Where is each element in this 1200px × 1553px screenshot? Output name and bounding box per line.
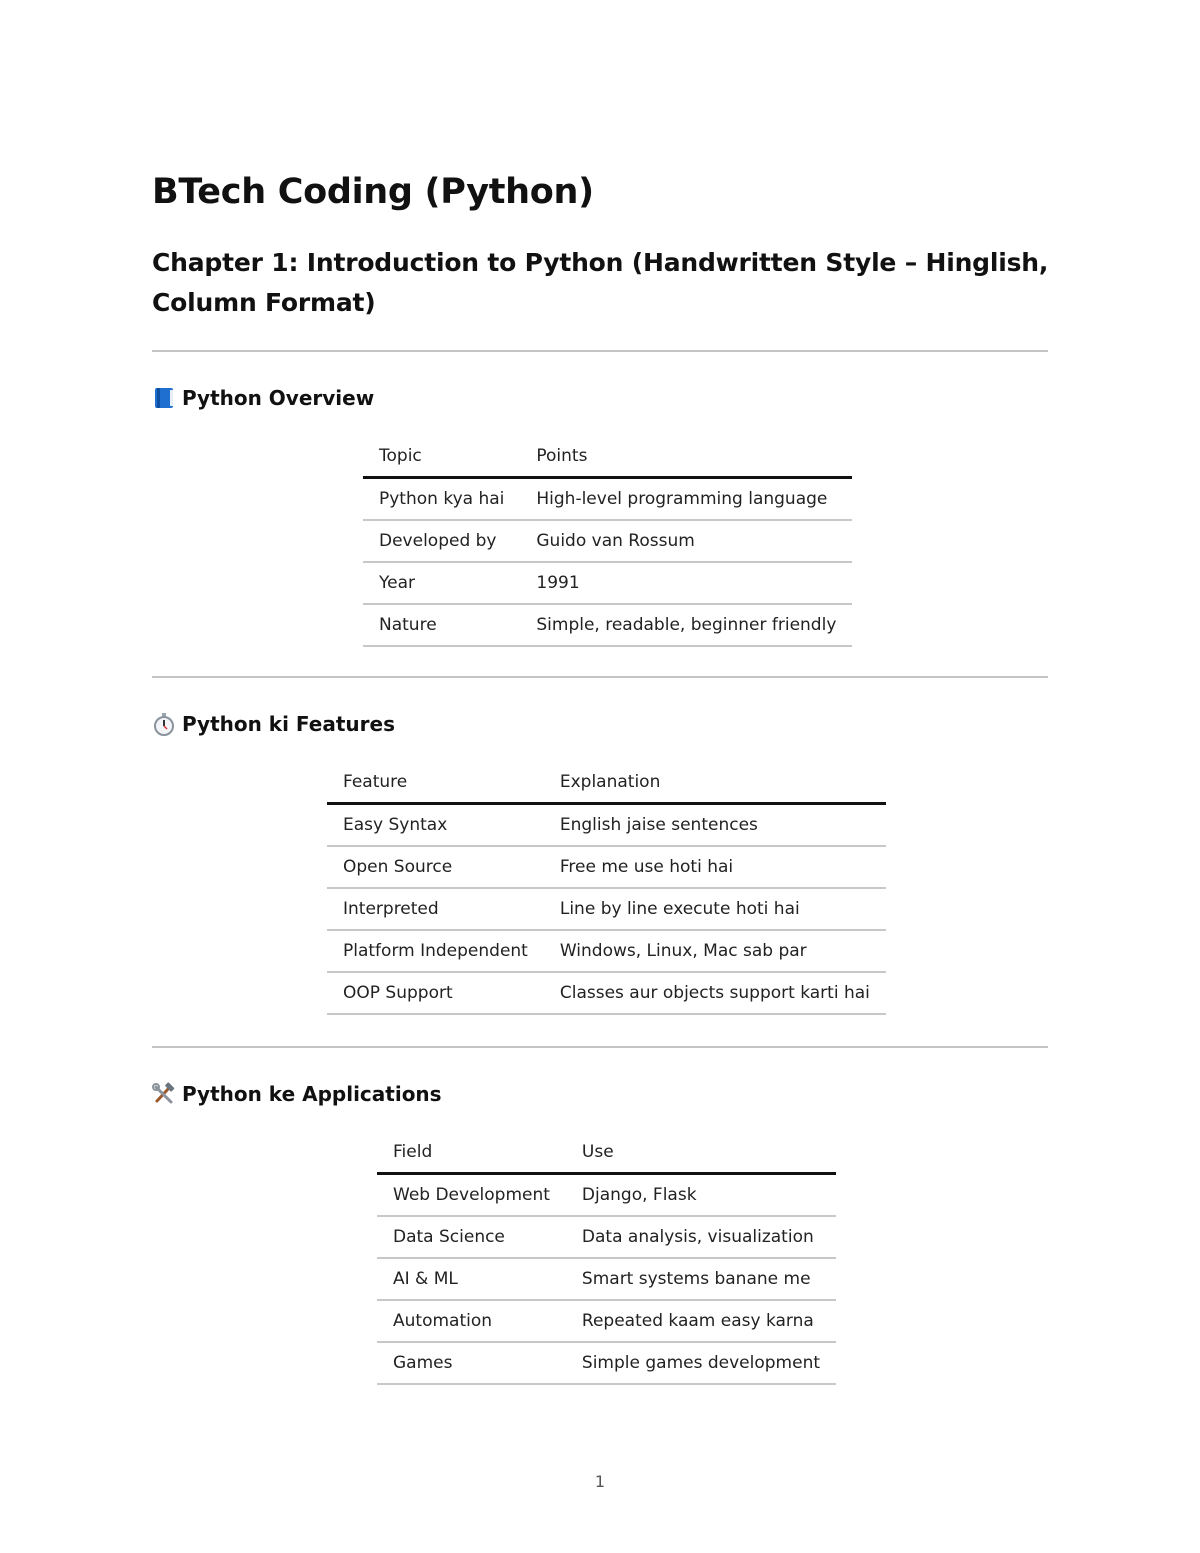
blue-book-icon (152, 386, 176, 410)
table-cell: Nature (363, 604, 520, 646)
divider (152, 676, 1048, 678)
table-row (327, 888, 886, 930)
divider (152, 350, 1048, 352)
page-title: BTech Coding (Python) (152, 172, 594, 212)
table-cell: Open Source (327, 846, 544, 888)
chapter-title: Chapter 1: Introduction to Python (Handwritten Style – Hinglish, Column Format) (152, 248, 1049, 317)
table-header-row (377, 1132, 836, 1174)
table-cell: Automation (377, 1300, 566, 1342)
table-row (327, 972, 886, 1014)
section-heading-overview (152, 384, 374, 412)
table-row (363, 604, 852, 646)
table-cell: Repeated kaam easy karna (566, 1300, 836, 1342)
table-cell: Platform Independent (327, 930, 544, 972)
section-heading-label: Python Overview (182, 386, 375, 410)
table-cell: Web Development (377, 1174, 566, 1217)
table-row (377, 1258, 836, 1300)
overview-table (363, 436, 852, 647)
divider (152, 1046, 1048, 1048)
table-cell: Simple games development (566, 1342, 836, 1384)
section-heading-applications (152, 1080, 442, 1108)
table-cell: Simple, readable, beginner friendly (520, 604, 852, 646)
table-cell: Free me use hoti hai (544, 846, 886, 888)
column-header: Topic (363, 436, 520, 478)
table-cell: OOP Support (327, 972, 544, 1014)
table-cell: AI & ML (377, 1258, 566, 1300)
table-cell: High-level programming language (520, 478, 852, 521)
column-header: Use (566, 1132, 836, 1174)
table-row (327, 846, 886, 888)
table-cell: Games (377, 1342, 566, 1384)
table-row (327, 804, 886, 847)
table-cell: Python kya hai (363, 478, 520, 521)
table-cell: Django, Flask (566, 1174, 836, 1217)
column-header: Field (377, 1132, 566, 1174)
table-cell: Developed by (363, 520, 520, 562)
table-cell: Data Science (377, 1216, 566, 1258)
hammer-and-wrench-icon (152, 1082, 176, 1106)
table-header-row (327, 762, 886, 804)
section-heading-features (152, 710, 395, 738)
table-row (377, 1216, 836, 1258)
table-cell: 1991 (520, 562, 852, 604)
table-row (363, 478, 852, 521)
table-row (377, 1174, 836, 1217)
table-cell: Windows, Linux, Mac sab par (544, 930, 886, 972)
stopwatch-icon (152, 712, 176, 736)
column-header: Feature (327, 762, 544, 804)
table-cell: Smart systems banane me (566, 1258, 836, 1300)
table-cell: English jaise sentences (544, 804, 886, 847)
table-cell: Classes aur objects support karti hai (544, 972, 886, 1014)
table-cell: Guido van Rossum (520, 520, 852, 562)
table-cell: Year (363, 562, 520, 604)
page-number: 1 (594, 1472, 606, 1491)
section-heading-label: Python ki Features (182, 712, 395, 736)
table-cell: Interpreted (327, 888, 544, 930)
table-row (363, 520, 852, 562)
table-row (363, 562, 852, 604)
table-row (377, 1300, 836, 1342)
table-cell: Easy Syntax (327, 804, 544, 847)
applications-table (377, 1132, 836, 1385)
table-cell: Data analysis, visualization (566, 1216, 836, 1258)
column-header: Explanation (544, 762, 886, 804)
column-header: Points (520, 436, 852, 478)
features-table (327, 762, 886, 1015)
table-row (327, 930, 886, 972)
table-cell: Line by line execute hoti hai (544, 888, 886, 930)
table-row (377, 1342, 836, 1384)
section-heading-label: Python ke Applications (182, 1082, 442, 1106)
table-header-row (363, 436, 852, 478)
